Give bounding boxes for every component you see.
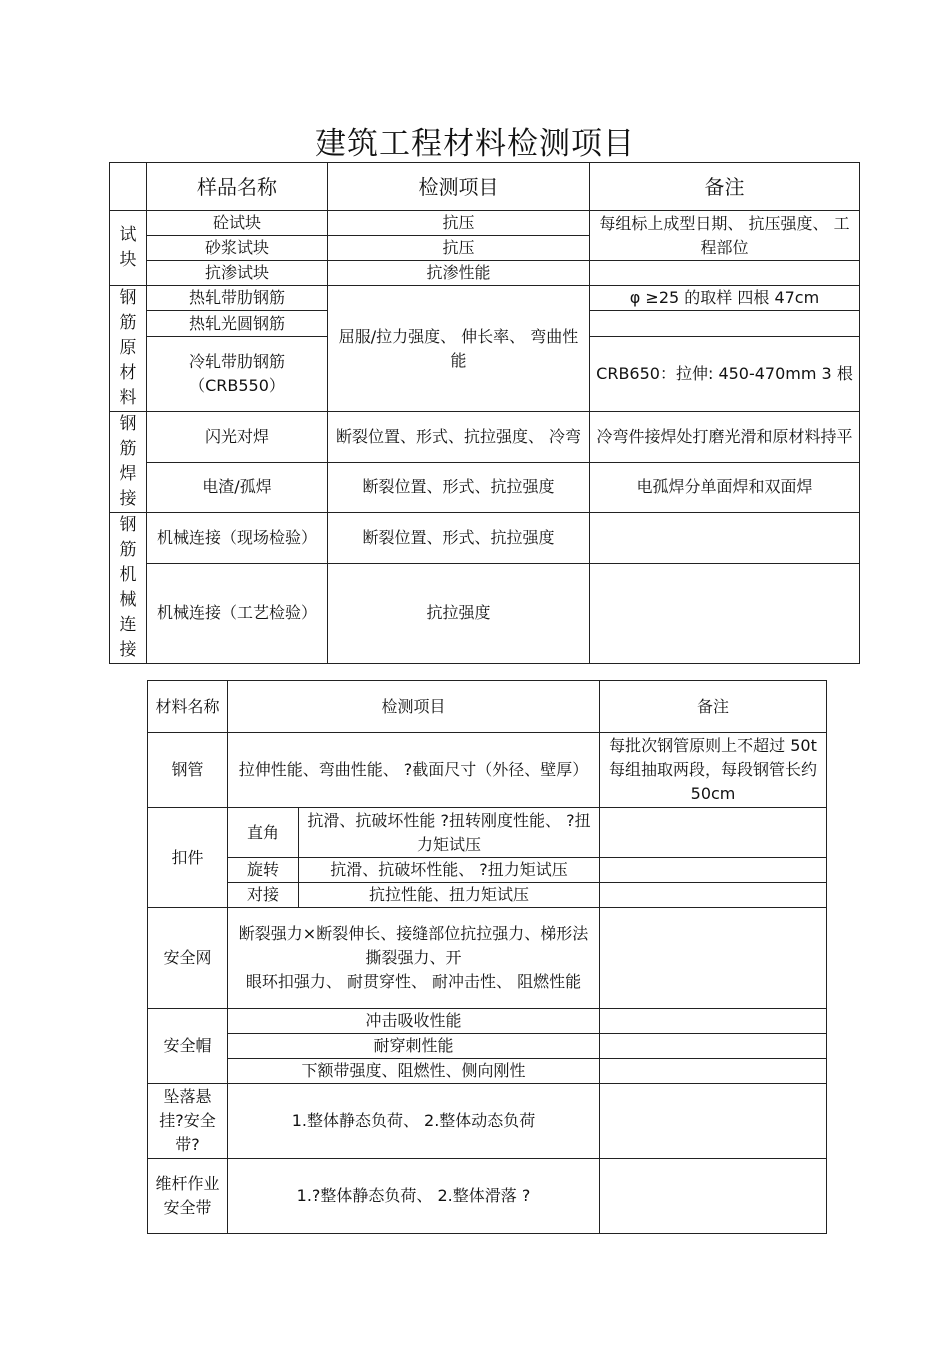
material-name-cell: 安全网 [148,908,228,1009]
test-item-cell: 抗压 [328,236,590,261]
test-item-cell [228,908,600,1009]
header-blank [110,163,147,211]
test-item-cell: 断裂位置、形式、抗拉强度 [328,513,590,564]
note-cell [600,883,827,908]
note-cell: 冷弯件接焊处打磨光滑和原材料持平 [590,412,860,463]
test-item-cell: 冲击吸收性能 [228,1009,600,1034]
material-name-cell: 坠落悬挂?安全带? [148,1084,228,1159]
table-row [110,261,860,286]
test-item-cell: 1.?整体静态负荷、 2.整体滑落 ? [228,1159,600,1234]
category-cell: 试块 [110,211,147,286]
sample-name-cell: 机械连接（现场检验） [147,513,328,564]
note-cell: 每批次钢管原则上不超过 50t 每组抽取两段，每段钢管长约 50cm [600,733,827,808]
sub-type-cell: 旋转 [228,858,299,883]
page-title: 建筑工程材料检测项目 [315,126,635,162]
safety-material-table [147,680,827,1234]
header-note: 备注 [600,681,827,733]
header-material-name: 材料名称 [148,681,228,733]
note-cell [590,261,860,286]
table-row [148,1059,827,1084]
table-row [148,1084,827,1159]
header-test-item: 检测项目 [228,681,600,733]
category-cell: 钢筋原材料 [110,286,147,412]
table-row [110,462,860,513]
test-item-line: 断裂强力×断裂伸长、接缝部位抗拉强力、梯形法撕裂强力、开 [238,924,589,967]
note-cell [590,311,860,336]
test-item-cell: 抗拉强度 [328,563,590,663]
table-header-row [148,681,827,733]
note-cell [600,1034,827,1059]
sample-name-cell: 砼试块 [147,211,328,236]
table-row [148,908,827,1009]
note-cell [590,563,860,663]
table-row [110,412,860,463]
note-cell [600,808,827,858]
sample-name-cell: 热轧带肋钢筋 [147,286,328,311]
header-test-item: 检测项目 [328,163,590,211]
sample-test-table [109,162,860,664]
table-row [110,286,860,311]
material-name-cell: 维杆作业安全带 [148,1159,228,1234]
sample-name-cell: 热轧光圆钢筋 [147,311,328,336]
material-name-cell: 安全帽 [148,1009,228,1084]
table-row [110,513,860,564]
note-cell [600,1084,827,1159]
note-cell [600,1159,827,1234]
table-row [148,1009,827,1034]
sample-name-cell: 抗渗试块 [147,261,328,286]
header-sample-name: 样品名称 [147,163,328,211]
sub-type-cell: 直角 [228,808,299,858]
sub-type-cell: 对接 [228,883,299,908]
test-item-cell: 断裂位置、形式、抗拉强度、 冷弯 [328,412,590,463]
note-cell: 电孤焊分单面焊和双面焊 [590,462,860,513]
sample-name-cell: 砂浆试块 [147,236,328,261]
category-cell: 钢筋焊接 [110,412,147,513]
table-row [148,1034,827,1059]
note-cell: CRB650：拉伸: 450-470mm 3 根 [590,336,860,411]
sample-name-cell: 冷轧带肋钢筋（CRB550） [147,336,328,411]
table-row [148,858,827,883]
test-item-cell: 抗拉性能、扭力矩试压 [299,883,600,908]
material-name-cell: 钢管 [148,733,228,808]
test-item-cell: 抗渗性能 [328,261,590,286]
test-item-line: 眼环扣强力、 耐贯穿性、 耐冲击性、 阻燃性能 [245,972,582,991]
test-item-cell: 抗滑、抗破坏性能 ?扭转刚度性能、 ?扭力矩试压 [299,808,600,858]
table-row [148,808,827,858]
note-cell: 每组标上成型日期、 抗压强度、 工程部位 [590,211,860,261]
test-item-cell: 下额带强度、阻燃性、侧向刚性 [228,1059,600,1084]
test-item-cell: 拉伸性能、弯曲性能、 ?截面尺寸（外径、壁厚） [228,733,600,808]
header-note: 备注 [590,163,860,211]
sample-name-cell: 电渣/孤焊 [147,462,328,513]
note-cell: φ ≥25 的取样 四根 47cm [590,286,860,311]
category-cell: 钢筋机械连接 [110,513,147,664]
note-cell [600,908,827,1009]
test-item-cell: 抗压 [328,211,590,236]
sample-name-cell: 机械连接（工艺检验） [147,563,328,663]
table-row [110,563,860,663]
note-cell [590,513,860,564]
test-item-cell: 1.整体静态负荷、 2.整体动态负荷 [228,1084,600,1159]
material-name-cell: 扣件 [148,808,228,908]
note-cell [600,1009,827,1034]
test-item-cell: 断裂位置、形式、抗拉强度 [328,462,590,513]
table-row [148,1159,827,1234]
test-item-cell: 抗滑、抗破坏性能、 ?扭力矩试压 [299,858,600,883]
table-row [148,733,827,808]
sample-name-cell: 闪光对焊 [147,412,328,463]
note-cell [600,1059,827,1084]
table-row [148,883,827,908]
test-item-cell: 屈服/拉力强度、 伸长率、 弯曲性能 [328,286,590,412]
test-item-cell: 耐穿刺性能 [228,1034,600,1059]
table-row [110,211,860,236]
table-header-row [110,163,860,211]
note-cell [600,858,827,883]
